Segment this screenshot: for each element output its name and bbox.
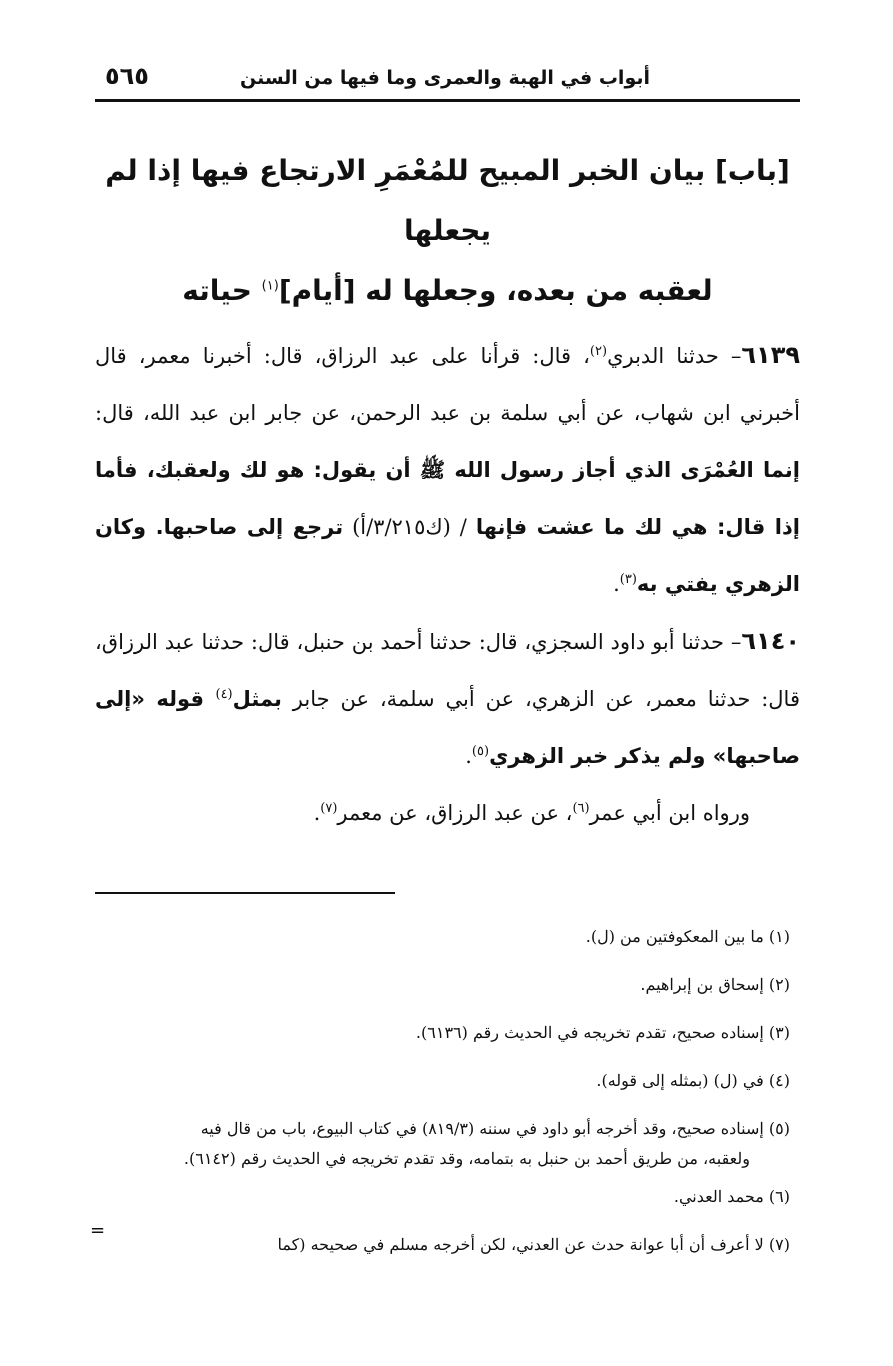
- footnote-6: [95, 1182, 800, 1212]
- hadith-6140: [95, 613, 800, 785]
- isnad-text: – حدثنا الدبري: [607, 344, 742, 368]
- footnote-text: في (ل) (بمثله إلى قوله).: [596, 1071, 764, 1090]
- manuscript-ref: / (ك٣/٢١٥/أ): [343, 515, 476, 539]
- chapter-title: [95, 141, 800, 321]
- matn-text: إنما العُمْرَى الذي أجاز رسول الله ﷺ أن يقول: هو لك ولعقبك، فأما إذا قال: هي لك ما عشت فإنها: [95, 458, 800, 539]
- chapter-title-line-2: [95, 261, 800, 321]
- chapter-title-text: لعقبه من بعده، وجعلها له [أيام]: [278, 274, 713, 307]
- footnote-label: (٤): [768, 1071, 790, 1090]
- riwaya-text: ورواه ابن أبي عمر: [589, 801, 750, 825]
- riwaya-line: [95, 785, 800, 842]
- footnote-label: (٦): [768, 1187, 790, 1206]
- footnotes: [95, 922, 800, 1260]
- matn-text: ترجع إلى صاحبها. وكان الزهري يفتي به: [95, 515, 800, 596]
- period: .: [613, 572, 620, 596]
- footnote-ref: (٥): [471, 744, 490, 759]
- footnote-rule: [95, 892, 395, 894]
- chapter-title-line-1: [باب] بيان الخبر المبيح للمُعْمَرِ الارتجاع فيها إذا لم يجعلها: [105, 154, 790, 247]
- period: .: [465, 744, 472, 768]
- footnote-label: (٣): [768, 1023, 790, 1042]
- chapter-title-text-end: حياته: [182, 274, 262, 307]
- footnote-text: إسحاق بن إبراهيم.: [640, 975, 764, 994]
- footnote-text: لا أعرف أن أبا عوانة حدث عن العدني، لكن أخرجه مسلم في صحيحه (كما: [277, 1235, 764, 1254]
- footnote-text: إسناده صحيح، وقد أخرجه أبو داود في سننه (٨١٩/٣) في كتاب البيوع، باب من قال فيه: [200, 1119, 764, 1138]
- isnad-text: ، قال: قرأنا على عبد الرزاق، قال: أخبرنا معمر، قال أخبرني ابن شهاب، عن أبي سلمة بن عبد الرحمن، عن جابر ابن عبد الله، قال:: [95, 344, 800, 425]
- footnote-2: [95, 970, 800, 1000]
- period: .: [313, 801, 321, 825]
- footnote-label: (٢): [768, 975, 790, 994]
- footnote-label: (١): [768, 927, 790, 946]
- footnote-ref: (٤): [215, 687, 233, 702]
- footnote-text: محمد العدني.: [673, 1187, 764, 1206]
- running-header: [95, 55, 800, 99]
- footnote-3: [95, 1018, 800, 1048]
- footnote-ref: (٣): [619, 572, 637, 587]
- footnote-ref: (٦): [572, 801, 590, 816]
- hadith-6139: [95, 327, 800, 613]
- continuation-mark: =: [90, 1220, 106, 1241]
- footnote-1: [95, 922, 800, 952]
- isnad-text: – حدثنا أبو داود السجزي، قال: حدثنا أحمد بن حنبل، قال: حدثنا عبد الرزاق، قال: حدثنا معمر، عن الزهري، عن أبي سلمة، عن جابر: [95, 630, 800, 711]
- matn-text: بمثل: [232, 687, 282, 711]
- footnote-7: [95, 1230, 800, 1260]
- footnote-text: ما بين المعكوفتين من (ل).: [585, 927, 764, 946]
- footnote-ref: (٧): [320, 801, 338, 816]
- footnote-ref: (٢): [589, 344, 608, 359]
- riwaya-text: ، عن عبد الرزاق، عن معمر: [337, 801, 573, 825]
- hadith-number: ٦١٣٩: [741, 341, 800, 369]
- page-number: ٥٦٥: [105, 62, 149, 90]
- footnote-label: (٧): [768, 1235, 790, 1254]
- footnote-text-continued: ولعقبه، من طريق أحمد بن حنبل به بتمامه، وقد تقدم تخريجه في الحديث رقم (٦١٤٢).: [183, 1149, 750, 1168]
- running-title: أبواب في الهبة والعمرى وما فيها من السنن: [239, 67, 650, 89]
- hadith-number: ٦١٤٠: [741, 627, 800, 655]
- footnote-ref: (١): [261, 278, 279, 294]
- footnote-label: (٥): [768, 1119, 790, 1138]
- footnote-5: [95, 1114, 800, 1174]
- footnote-text: إسناده صحيح، تقدم تخريجه في الحديث رقم (٦١٣٦).: [415, 1023, 764, 1042]
- book-page: [95, 55, 800, 1278]
- matn-text: قوله «إلى صاحبها» ولم يذكر خبر الزهري: [95, 687, 800, 768]
- header-rule: [95, 99, 800, 102]
- main-text: [95, 327, 800, 842]
- footnote-4: [95, 1066, 800, 1096]
